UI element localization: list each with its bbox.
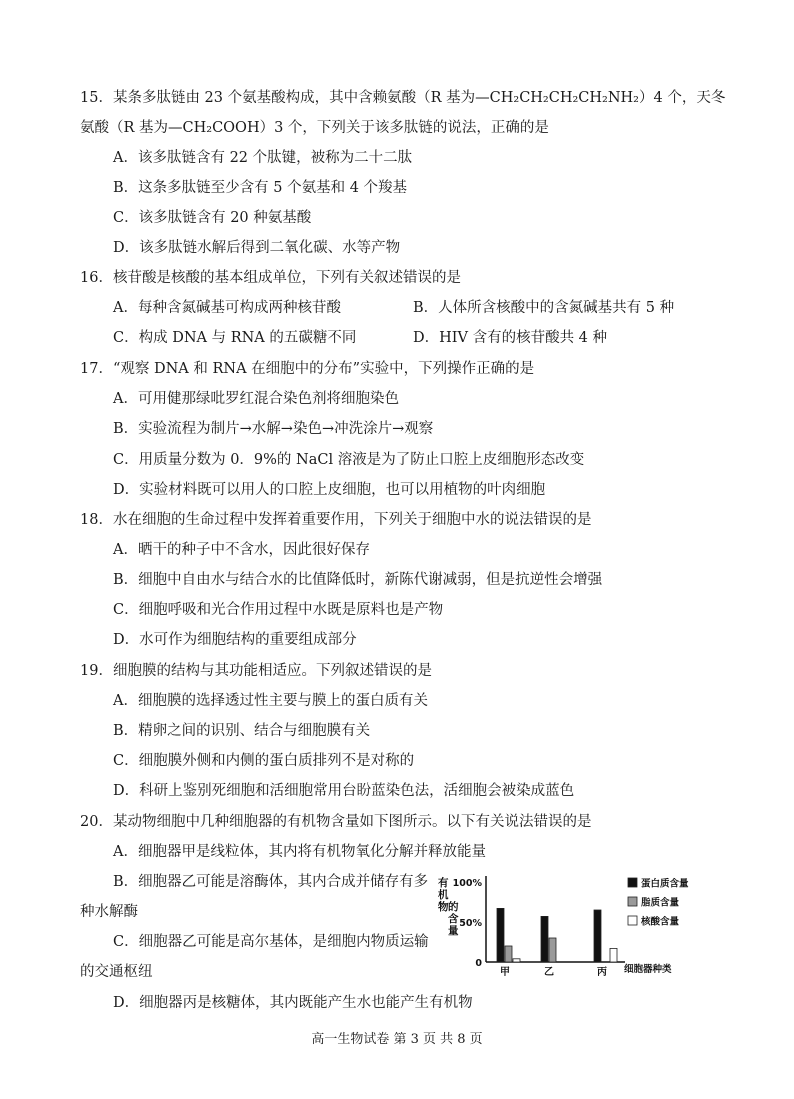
bar-乙-脂质含量: [549, 938, 556, 962]
y-axis-label-char: 含: [448, 913, 459, 925]
q17-option-d: D．实验材料既可以用人的口腔上皮细胞，也可以用植物的叶肉细胞: [113, 482, 546, 498]
x-category-label: 甲: [500, 967, 510, 978]
q17-option-c: C．用质量分数为 0．9%的 NaCl 溶液是为了防止口腔上皮细胞形态改变: [113, 452, 585, 468]
bar-甲-核酸含量: [513, 959, 520, 962]
q16-option-a: A．每种含氮碱基可构成两种核苷酸: [113, 300, 341, 316]
y-axis-label-char: 有: [438, 877, 449, 889]
q15-option-d: D．该多肽链水解后得到二氧化碳、水等产物: [113, 240, 401, 256]
q20-option-b-line1: B．细胞器乙可能是溶酶体，其内合成并储存有多: [113, 874, 429, 890]
q19-option-b: B．精卵之间的识别、结合与细胞膜有关: [113, 723, 371, 739]
bar-甲-脂质含量: [505, 946, 512, 962]
q16-option-c: C．构成 DNA 与 RNA 的五碳糖不同: [113, 330, 357, 346]
q16-stem: 16．核苷酸是核酸的基本组成单位，下列有关叙述错误的是: [80, 270, 461, 286]
q19-option-c: C．细胞膜外侧和内侧的蛋白质排列不是对称的: [113, 753, 415, 769]
q17-stem: 17．“观察 DNA 和 RNA 在细胞中的分布”实验中，下列操作正确的是: [80, 361, 535, 377]
q19-option-d: D．科研上鉴别死细胞和活细胞常用台盼蓝染色法，活细胞会被染成蓝色: [113, 783, 575, 799]
x-category-label: 乙: [544, 967, 554, 978]
y-axis-label-char: 的: [448, 901, 459, 913]
y-tick-label: 50%: [459, 918, 482, 929]
legend-swatch: [628, 878, 637, 887]
y-tick-label: 0: [475, 958, 482, 969]
bar-丙-核酸含量: [610, 948, 617, 962]
legend-swatch: [628, 916, 637, 925]
x-category-label: 丙: [597, 967, 607, 978]
q16-option-d: D．HIV 含有的核苷酸共 4 种: [413, 330, 608, 346]
q15-option-a: A．该多肽链含有 22 个肽键，被称为二十二肽: [113, 150, 413, 166]
bar-甲-蛋白质含量: [497, 908, 504, 962]
x-axis-label: 细胞器种类: [624, 964, 672, 975]
q18-option-d: D．水可作为细胞结构的重要组成部分: [113, 632, 357, 648]
y-axis-label-char: 量: [448, 925, 459, 937]
legend-label: 核酸含量: [641, 916, 680, 928]
q20-option-b-line2: 种水解酶: [80, 904, 138, 920]
organelle-content-chart: [420, 868, 710, 978]
q19-option-a: A．细胞膜的选择透过性主要与膜上的蛋白质有关: [113, 693, 428, 709]
q18-option-b: B．细胞中自由水与结合水的比值降低时，新陈代谢减弱，但是抗逆性会增强: [113, 572, 603, 588]
q20-option-a: A．细胞器甲是线粒体，其内将有机物氧化分解并释放能量: [113, 844, 486, 860]
page-footer: 高一生物试卷 第 3 页 共 8 页: [311, 1032, 483, 1047]
q15-option-c: C．该多肽链含有 20 种氨基酸: [113, 210, 312, 226]
legend-label: 脂质含量: [641, 897, 680, 909]
q16-option-b: B．人体所含核酸中的含氮碱基共有 5 种: [413, 300, 675, 316]
legend-swatch: [628, 897, 637, 906]
q19-stem: 19．细胞膜的结构与其功能相适应。下列叙述错误的是: [80, 663, 432, 679]
q20-option-d: D．细胞器丙是核糖体，其内既能产生水也能产生有机物: [113, 995, 473, 1011]
q17-option-b: B．实验流程为制片→水解→染色→冲洗涂片→观察: [113, 421, 434, 437]
bar-乙-蛋白质含量: [541, 916, 548, 962]
q20-stem: 20．某动物细胞中几种细胞器的有机物含量如下图所示。以下有关说法错误的是: [80, 814, 592, 830]
legend-label: 蛋白质含量: [641, 878, 689, 890]
q15-stem-line1: 15．某条多肽链由 23 个氨基酸构成，其中含赖氨酸（R 基为—CH₂CH₂CH₂CH₂NH₂）4 个，天冬: [80, 90, 726, 106]
q20-option-c-line2: 的交通枢纽: [80, 964, 153, 980]
q15-option-b: B．这条多肽链至少含有 5 个氨基和 4 个羧基: [113, 180, 408, 196]
q18-option-c: C．细胞呼吸和光合作用过程中水既是原料也是产物: [113, 602, 444, 618]
bar-丙-蛋白质含量: [594, 910, 601, 962]
q15-stem-line2: 氨酸（R 基为—CH₂COOH）3 个，下列关于该多肽链的说法，正确的是: [80, 120, 549, 136]
q18-stem: 18．水在细胞的生命过程中发挥着重要作用，下列关于细胞中水的说法错误的是: [80, 512, 592, 528]
y-tick-label: 100%: [452, 878, 482, 889]
q18-option-a: A．晒干的种子中不含水，因此很好保存: [113, 542, 370, 558]
y-axis-label-char: 物: [438, 901, 449, 913]
y-axis-label-char: 机: [438, 889, 449, 901]
q20-option-c-line1: C．细胞器乙可能是高尔基体，是细胞内物质运输: [113, 934, 429, 950]
q17-option-a: A．可用健那绿吡罗红混合染色剂将细胞染色: [113, 391, 399, 407]
